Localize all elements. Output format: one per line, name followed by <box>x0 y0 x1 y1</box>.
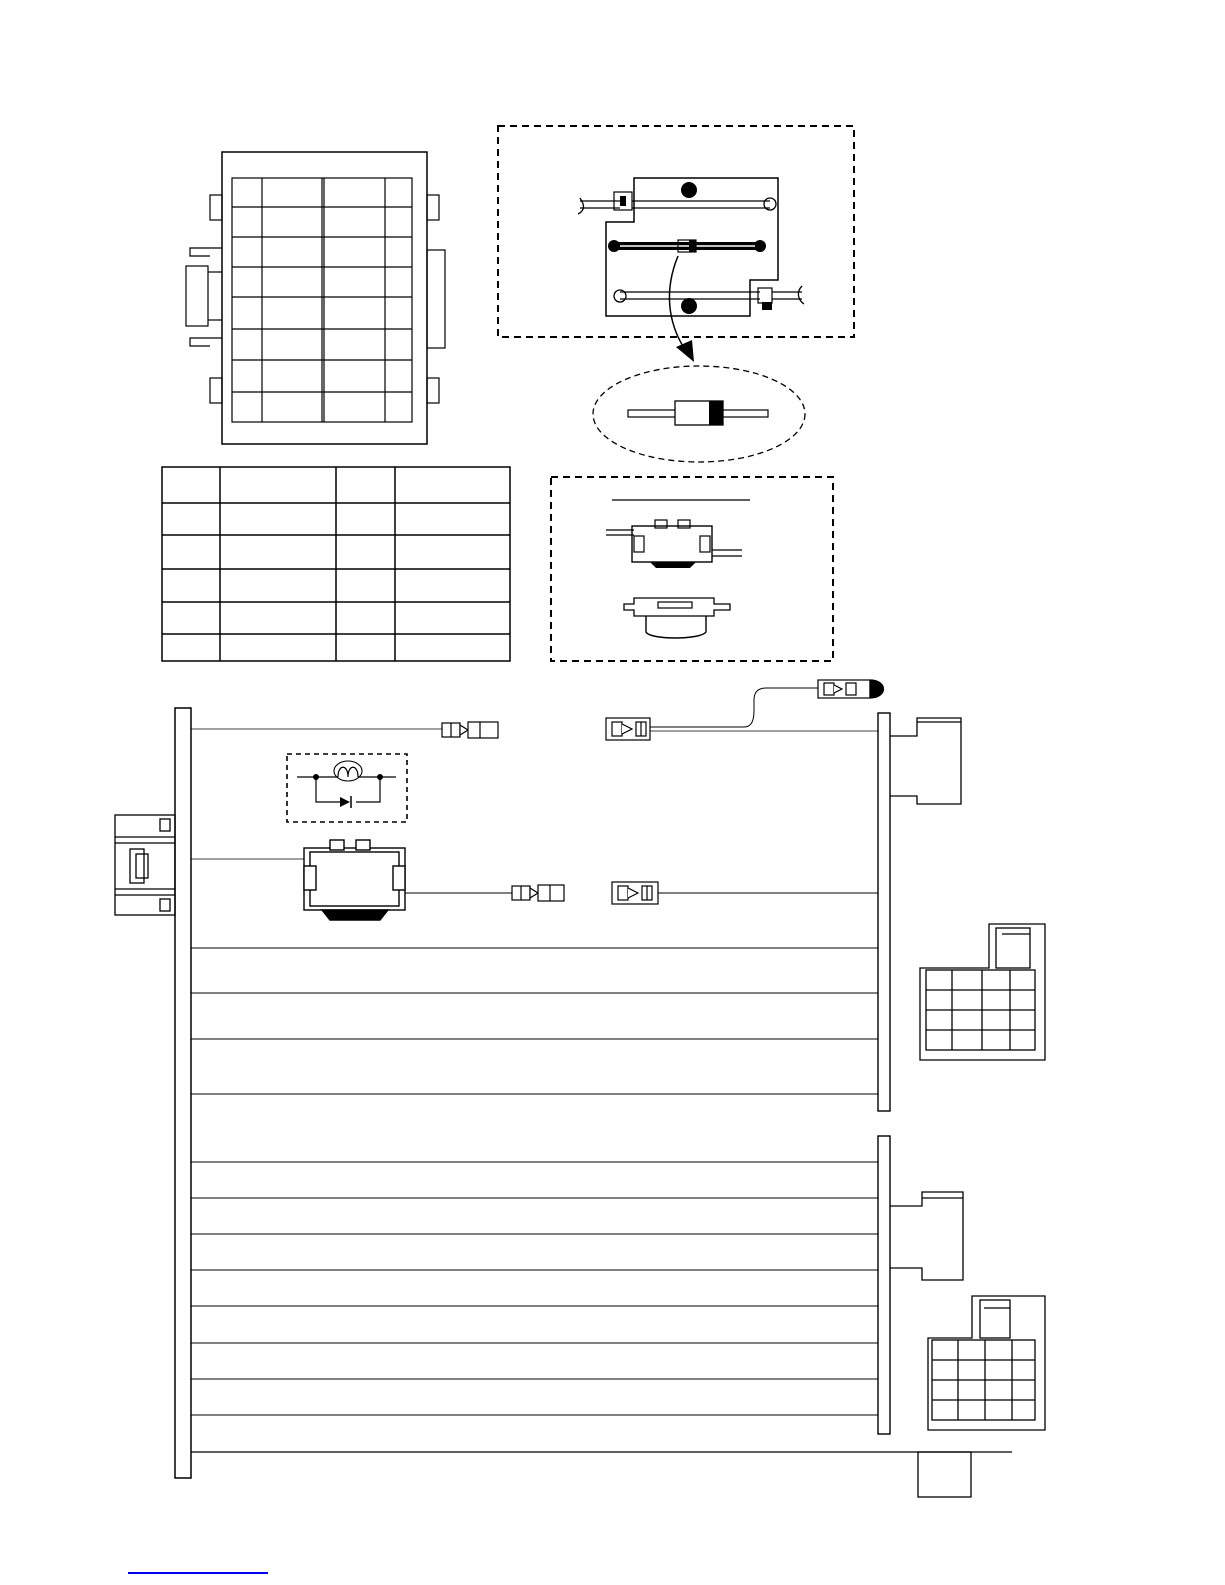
bullet-connector-female-1 <box>606 718 650 740</box>
diode-board-detail <box>498 126 854 362</box>
relay-pin-grid <box>232 178 412 422</box>
footer-link-underline[interactable] <box>128 1572 268 1574</box>
harness-main-trunk <box>175 708 191 1478</box>
bullet-connector-male-1 <box>442 722 498 738</box>
fuse-holder-detail <box>551 477 833 661</box>
bullet-connector-inline-2 <box>818 680 884 698</box>
diode-component <box>593 366 805 462</box>
relay-connector-block <box>186 152 445 444</box>
lower-branch-bar <box>878 1136 963 1434</box>
pin-assignment-table <box>162 467 510 661</box>
bullet-connector-female-3 <box>612 882 658 904</box>
inline-fuse-holder <box>304 840 405 920</box>
upper-multi-pin-connector <box>920 924 1045 1060</box>
bottom-terminal <box>191 1452 1012 1497</box>
lower-multi-pin-connector <box>928 1296 1045 1430</box>
relay-schematic-symbol <box>287 754 407 822</box>
main-plug-connector <box>115 815 175 915</box>
lower-branch-wires <box>191 1162 878 1415</box>
bullet-connector-male-3 <box>512 885 564 901</box>
